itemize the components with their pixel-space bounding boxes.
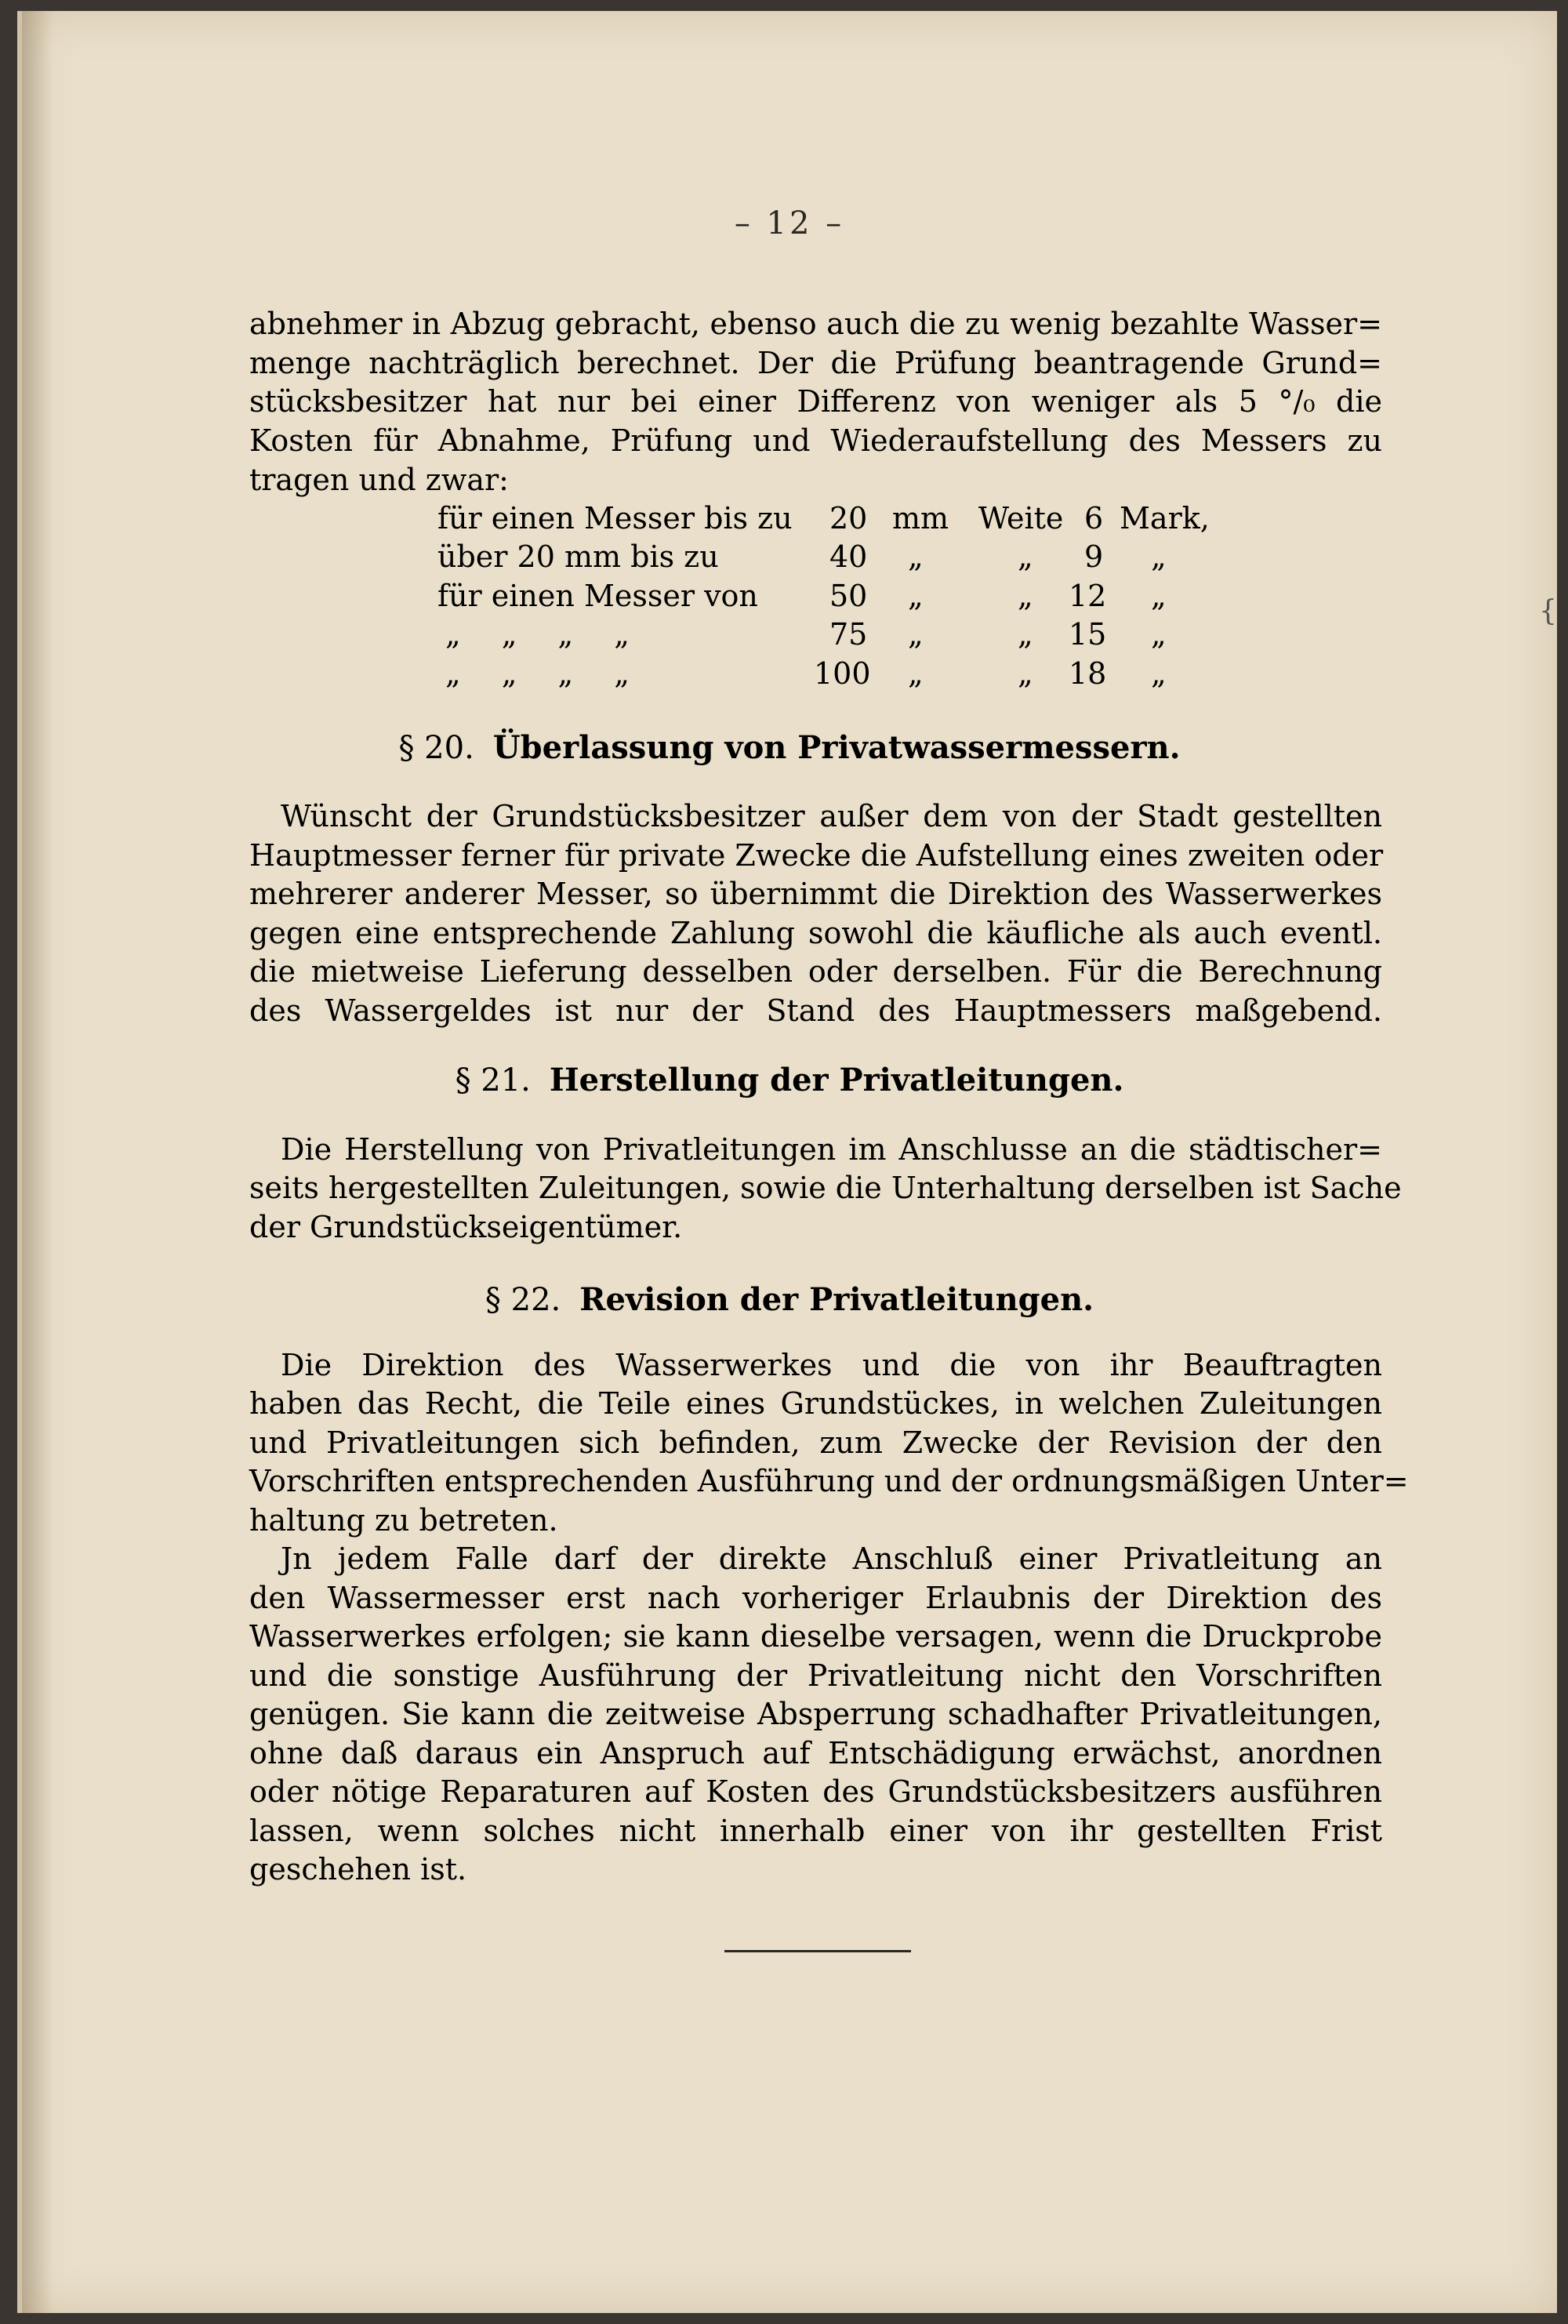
section-title: Revision der Privatleitungen.	[579, 1281, 1094, 1318]
fee-weite: „	[1018, 617, 1033, 652]
book-page	[17, 11, 1557, 2313]
body-line: Wünscht der Grundstücksbesitzer außer dem von der Stadt gestellten	[281, 799, 1382, 833]
fee-unit: „	[908, 617, 924, 652]
fee-currency: „	[1151, 579, 1167, 613]
body-line: Jn jedem Falle darf der direkte Anschluß einer Privatleitung an	[281, 1541, 1382, 1576]
page-number: – 12 –	[734, 205, 845, 241]
fee-size: 100	[814, 656, 871, 691]
section-21-heading	[22, 1062, 1557, 1098]
body-line: die mietweise Lieferung desselben oder derselben. Für die Berechnung	[249, 954, 1382, 989]
fee-unit: „	[908, 539, 924, 574]
fee-weite: Weite	[978, 501, 1064, 536]
fee-weite: „	[1018, 656, 1033, 691]
fee-currency: Mark,	[1120, 501, 1210, 536]
fee-currency: „	[1151, 617, 1167, 652]
margin-mark: {	[1539, 595, 1557, 627]
body-line: Die Herstellung von Privatleitungen im Anschlusse an die städtischer=	[281, 1132, 1382, 1167]
body-line: haben das Recht, die Teile eines Grundstückes, in welchen Zuleitungen	[249, 1386, 1382, 1421]
section-number: § 21.	[455, 1062, 531, 1098]
section-title: Überlassung von Privatwassermessern.	[492, 729, 1181, 766]
body-line: Vorschriften entsprechenden Ausführung und der ordnungsmäßigen Unter=	[249, 1464, 1409, 1498]
fee-amount: 18	[1069, 656, 1107, 691]
fee-amount: 9	[1084, 539, 1104, 574]
body-line: abnehmer in Abzug gebracht, ebenso auch die zu wenig bezahlte Wasser=	[249, 307, 1382, 341]
body-line: stücksbesitzer hat nur bei einer Differenz von weniger als 5 °/₀ die	[249, 384, 1382, 419]
body-line: mehrerer anderer Messer, so übernimmt die Direktion des Wasserwerkes	[249, 877, 1382, 911]
body-line: gegen eine entsprechende Zahlung sowohl die käufliche als auch eventl.	[249, 916, 1382, 950]
body-line: tragen und zwar:	[249, 463, 509, 497]
body-line: haltung zu betreten.	[249, 1503, 558, 1538]
body-line: der Grundstückseigentümer.	[249, 1210, 683, 1244]
fee-lead: für einen Messer bis zu	[437, 501, 793, 536]
section-title: Herstellung der Privatleitungen.	[549, 1062, 1124, 1098]
fee-amount: 6	[1084, 501, 1104, 536]
fee-lead: über 20 mm bis zu	[437, 539, 719, 574]
section-22-heading	[22, 1281, 1557, 1318]
fee-lead: „ „ „ „	[445, 617, 630, 652]
body-line: menge nachträglich berechnet. Der die Prüfung beantragende Grund=	[249, 346, 1382, 380]
fee-weite: „	[1018, 579, 1033, 613]
fee-currency: „	[1151, 656, 1167, 691]
body-line: oder nötige Reparaturen auf Kosten des Grundstücksbesitzers ausführen	[249, 1774, 1382, 1809]
section-20-heading	[22, 729, 1557, 766]
body-line: Kosten für Abnahme, Prüfung und Wiederaufstellung des Messers zu	[249, 423, 1382, 458]
body-line: und Privatleitungen sich befinden, zum Zwecke der Revision der den	[249, 1425, 1382, 1460]
section-number: § 20.	[398, 730, 474, 766]
fee-unit: „	[908, 579, 924, 613]
fee-size: 50	[829, 579, 868, 613]
fee-amount: 12	[1069, 579, 1107, 613]
fee-unit: „	[908, 656, 924, 691]
body-line: genügen. Sie kann die zeitweise Absperrung schadhafter Privatleitungen,	[249, 1697, 1382, 1731]
fee-currency: „	[1151, 539, 1167, 574]
section-number: § 22.	[485, 1282, 561, 1318]
body-line: seits hergestellten Zuleitungen, sowie die Unterhaltung derselben ist Sache	[249, 1171, 1402, 1205]
body-line: Die Direktion des Wasserwerkes und die von ihr Beauftragten	[281, 1348, 1382, 1382]
fee-amount: 15	[1069, 617, 1107, 652]
body-line: und die sonstige Ausführung der Privatleitung nicht den Vorschriften	[249, 1658, 1382, 1693]
fee-size: 75	[829, 617, 868, 652]
fee-unit: mm	[892, 501, 949, 536]
fee-size: 40	[829, 539, 868, 574]
fee-lead: „ „ „ „	[445, 656, 630, 691]
fee-weite: „	[1018, 539, 1033, 574]
body-line: des Wassergeldes ist nur der Stand des Hauptmessers maßgebend.	[249, 993, 1382, 1028]
fee-size: 20	[829, 501, 868, 536]
body-line: Wasserwerkes erfolgen; sie kann dieselbe versagen, wenn die Druckprobe	[249, 1619, 1382, 1654]
closing-rule	[724, 1950, 911, 1952]
body-line: geschehen ist.	[249, 1852, 467, 1886]
body-line: den Wassermesser erst nach vorheriger Erlaubnis der Direktion des	[249, 1581, 1382, 1615]
body-line: lassen, wenn solches nicht innerhalb einer von ihr gestellten Frist	[249, 1814, 1382, 1848]
body-line: Hauptmesser ferner für private Zwecke die Aufstellung eines zweiten oder	[249, 838, 1384, 873]
body-line: ohne daß daraus ein Anspruch auf Entschädigung erwächst, anordnen	[249, 1736, 1382, 1770]
fee-lead: für einen Messer von	[437, 579, 758, 613]
